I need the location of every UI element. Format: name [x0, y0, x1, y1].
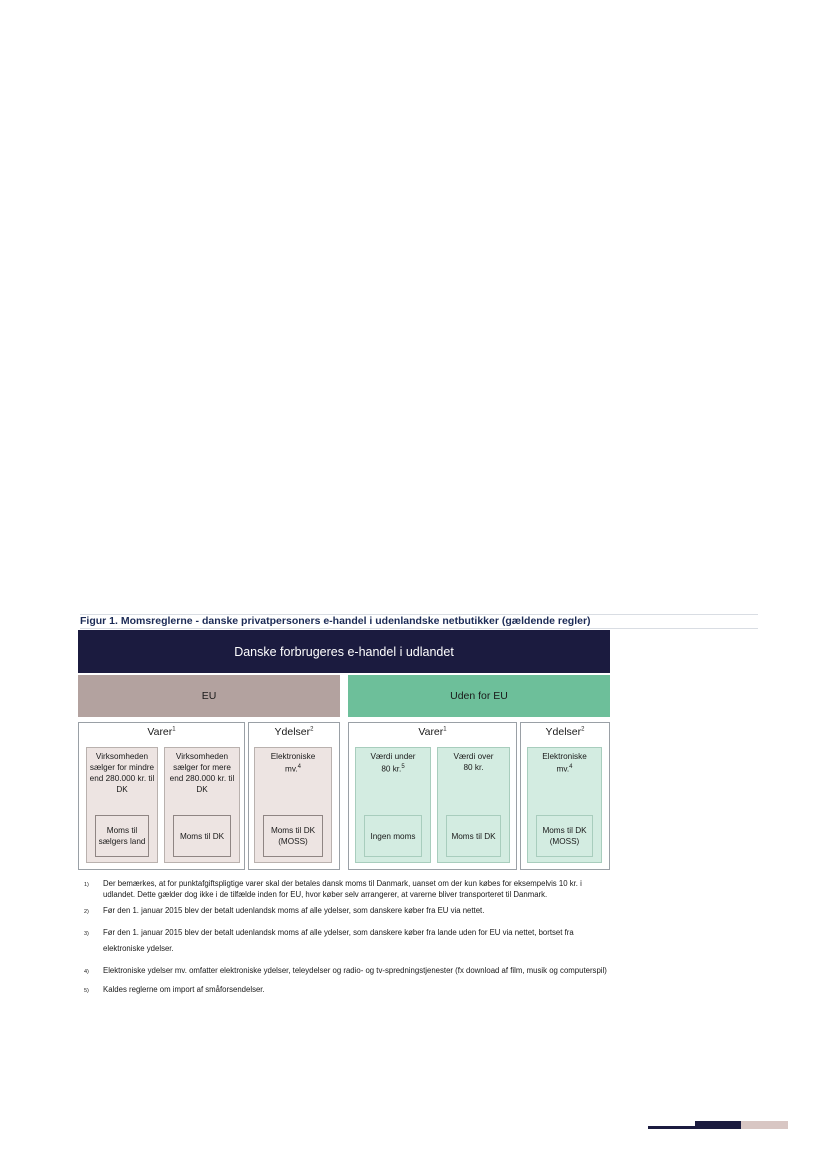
footnote: 2) Før den 1. januar 2015 blev der betalt udenlandsk moms af alle ydelser, som danskere køber fra EU via nettet. — [84, 906, 485, 915]
column-eu-small-seller-result: Moms til sælgers land — [95, 815, 149, 857]
column-eu-electronic-result: Moms til DK (MOSS) — [263, 815, 323, 857]
region-eu-label: EU — [201, 690, 217, 702]
column-eu-large-seller — [164, 747, 240, 863]
column-non-eu-over-80-result: Moms til DK — [446, 815, 501, 857]
column-eu-large-seller-text: Virksomheden sælger for mere end 280.000 kr. til DK — [169, 752, 235, 794]
region-non-eu — [348, 675, 610, 717]
column-eu-small-seller-text: Virksomheden sælger for mindre end 280.000 kr. til DK — [89, 752, 155, 794]
region-eu — [78, 675, 340, 717]
column-non-eu-under-80-result: Ingen moms — [364, 815, 422, 857]
group-eu-goods-label: Varer$^1$ — [147, 726, 176, 738]
group-non-eu-services-label: Ydelser$^2$ — [545, 726, 585, 738]
group-eu-services-label: Ydelser$^2$ — [274, 726, 314, 738]
footnotes — [84, 879, 614, 995]
column-eu-large-seller-result: Moms til DK — [173, 815, 231, 857]
column-non-eu-over-80 — [437, 747, 510, 863]
footnote: 5) Kaldes reglerne om import af småforsendelser. — [84, 984, 265, 994]
column-eu-small-seller — [86, 747, 158, 863]
footnote: 3) Før den 1. januar 2015 blev der betalt udenlandsk moms af alle ydelser, som danskere køber fra lande uden for EU via nettet, bortset fra elektroniske ydelser. — [84, 927, 574, 953]
figure-title: Figur 1. Momsreglerne - danske privatpersoners e-handel i udenlandske netbutikker (gældende regler) — [80, 615, 591, 627]
column-non-eu-electronic-text: Elektroniske mv.$^4$ — [542, 752, 587, 774]
column-eu-electronic-text: Elektroniske mv.$^4$ — [270, 752, 316, 774]
footer-bar-dark — [695, 1121, 741, 1129]
footnote: 4) Elektroniske ydelser mv. omfatter elektroniske ydelser, teleydelser og radio- og tv-spredningstjenester (fx download af film, musik og computerspil) — [84, 965, 607, 975]
footer-bar-dark-thin — [648, 1126, 695, 1129]
footer-bar-light — [741, 1121, 788, 1129]
diagram-banner — [78, 630, 610, 673]
column-non-eu-under-80 — [355, 747, 431, 863]
banner-text: Danske forbrugeres e-handel i udlandet — [234, 644, 454, 659]
column-eu-electronic — [254, 747, 332, 863]
figure-title-bottom-rule — [80, 628, 758, 629]
group-non-eu-goods-label: Varer$^1$ — [418, 726, 447, 738]
region-non-eu-label: Uden for EU — [450, 690, 508, 702]
footnote: 1) Der bemærkes, at for punktafgiftspligtige varer skal der betales dansk moms til Danmark, uanset om der kun købes for eksempelvis 10 kr. i udlandet. Dette gælder dog ikke i de tilfælde inden for EU, hvor køber selv arrangerer, at varerne bliver transporteret til Danmark. — [84, 879, 582, 899]
column-non-eu-electronic-result: Moms til DK (MOSS) — [536, 815, 593, 857]
column-non-eu-electronic — [527, 747, 602, 863]
column-non-eu-over-80-text: Værdi over 80 kr. — [453, 752, 494, 772]
column-non-eu-under-80-text: Værdi under 80 kr.$^5$ — [370, 752, 416, 774]
